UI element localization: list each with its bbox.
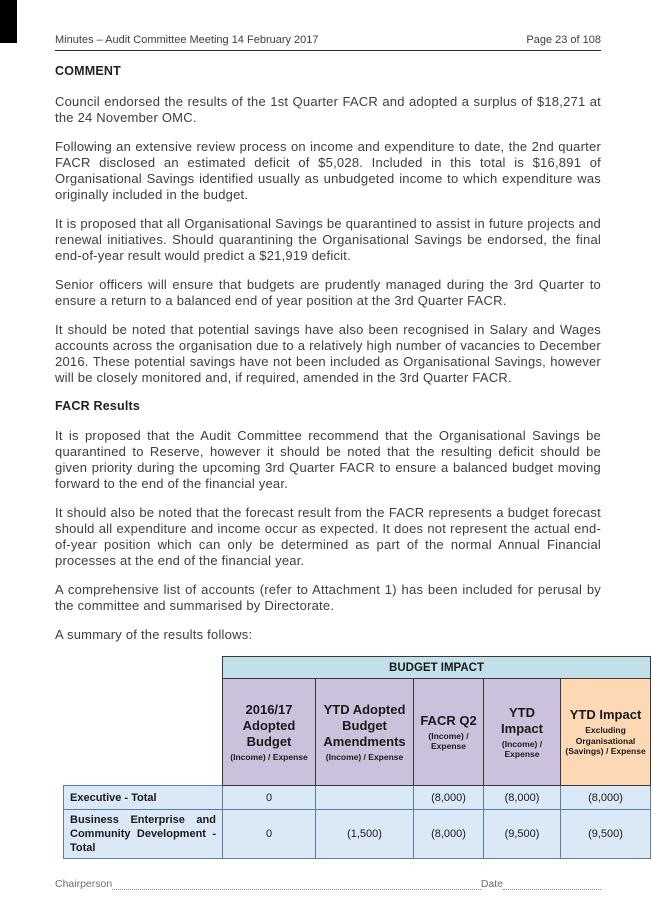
signature-footer: [55, 878, 601, 890]
column-subtitle: (Income) / Expense: [501, 738, 543, 759]
paragraph: A comprehensive list of accounts (refer to Attachment 1) has been included for perusal by the committee and summarised by Directorate.: [55, 582, 601, 613]
cell-value: (8,000): [414, 810, 484, 859]
column-header-ytd-impact: [484, 679, 561, 786]
column-header-adopted-budget: [223, 679, 316, 786]
cell-value: (8,000): [414, 786, 484, 810]
column-subtitle: (Income) / Expense: [428, 730, 469, 751]
cell-value: 0: [223, 810, 316, 859]
budget-impact-banner: BUDGET IMPACT: [223, 657, 651, 679]
scan-artifact-mark: [0, 0, 17, 43]
row-label: Executive - Total: [64, 786, 223, 810]
column-header-ytd-amendments: [316, 679, 414, 786]
paragraph: It is proposed that the Audit Committee recommend that the Organisational Savings be quarantined to Reserve, however it should be noted that the resulting deficit should be given priority during the upcoming 3rd Quarter FACR to ensure a balanced budget moving forward to the end of the financial year.: [55, 428, 601, 491]
paragraph: Following an extensive review process on income and expenditure to date, the 2nd quarter FACR disclosed an estimated deficit of $5,028. Included in this total is $16,891 of Organisational Savings identified usually as unbudgeted income to which expenditure was originally included in the budget.: [55, 139, 601, 202]
empty-corner-cell: [64, 657, 223, 679]
column-title: FACR Q2: [420, 712, 477, 728]
column-title: YTD Impact: [501, 704, 543, 736]
table-header-row: [64, 679, 651, 786]
page-header: [55, 34, 601, 51]
empty-corner-cell: [64, 679, 223, 786]
comment-heading: COMMENT: [55, 64, 121, 78]
paragraph: Council endorsed the results of the 1st Quarter FACR and adopted a surplus of $18,271 at the 24 November OMC.: [55, 94, 601, 125]
column-subtitle: (Income) / Expense: [230, 751, 308, 762]
chairperson-label: Chairperson: [55, 878, 113, 890]
row-label: Business Enterprise and Community Development - Total: [64, 810, 223, 859]
facr-results-heading: FACR Results: [55, 399, 141, 413]
cell-value: (9,500): [561, 810, 651, 859]
paragraph: It is proposed that all Organisational Savings be quarantined to assist in future projects and renewal initiatives. Should quarantining the Organisational Savings be endorsed, the final end-of-year result would predict a $21,919 deficit.: [55, 216, 601, 263]
table-banner-row: [64, 657, 651, 679]
cell-value: (8,000): [484, 786, 561, 810]
date-label: Date: [480, 878, 503, 890]
table-row-executive: [64, 786, 651, 810]
page-number: Page 23 of 108: [526, 34, 601, 46]
paragraph: It should be noted that potential savings have also been recognised in Salary and Wages accounts across the organisation due to a relatively high number of vacancies to December 2016. These potential savings have not been included as Organisational Savings, however will be closely monitored and, if required, amended in the 3rd Quarter FACR.: [55, 322, 601, 385]
paragraph: Senior officers will ensure that budgets are prudently managed during the 3rd Quarter to ensure a return to a balanced end of year position at the 3rd Quarter FACR.: [55, 277, 601, 308]
column-header-ytd-impact-excluding: [561, 679, 651, 786]
column-title: YTD Impact: [569, 707, 642, 723]
column-header-facr-q2: [414, 679, 484, 786]
date-signature-dots: [503, 878, 601, 890]
cell-value: (1,500): [316, 810, 414, 859]
chairperson-signature-dots: [112, 878, 481, 890]
budget-impact-table: [55, 656, 646, 859]
document-page: [55, 34, 646, 859]
cell-value: (9,500): [484, 810, 561, 859]
paragraph: It should also be noted that the forecast result from the FACR represents a budget forecast should all expenditure and income occur as expected. It does not represent the actual end-of-year position which can only be determined as part of the normal Annual Financial processes at the end of the financial year.: [55, 505, 601, 568]
paragraph: A summary of the results follows:: [55, 627, 253, 642]
header-title: Minutes – Audit Committee Meeting 14 February 2017: [55, 34, 319, 46]
column-subtitle: (Income) / Expense: [325, 751, 404, 762]
column-title: YTD Adopted Budget Amendments: [323, 701, 406, 749]
cell-value: 0: [223, 786, 316, 810]
column-title: 2016/17 Adopted Budget: [242, 701, 296, 749]
column-subtitle: Excluding Organisational (Savings) / Expense: [565, 725, 646, 757]
cell-value: [316, 786, 414, 810]
cell-value: (8,000): [561, 786, 651, 810]
table-row-business-enterprise: [64, 810, 651, 859]
